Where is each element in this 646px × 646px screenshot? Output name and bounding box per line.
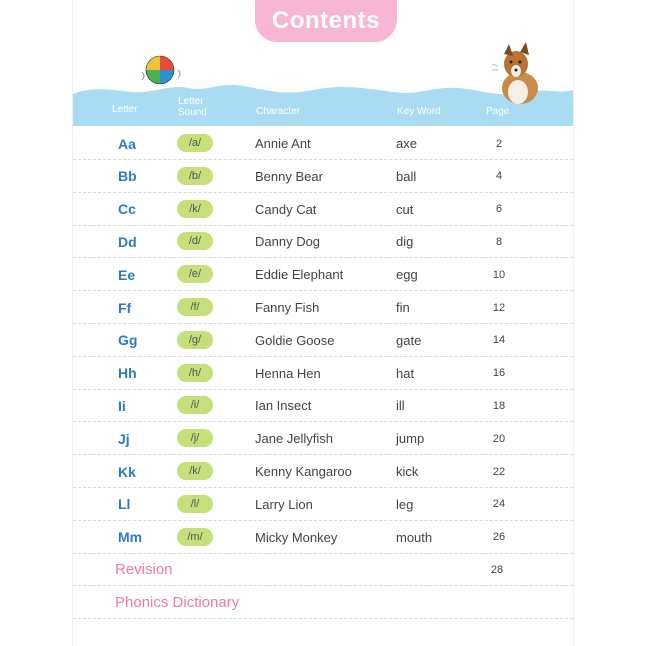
row-page-number: 6: [495, 203, 503, 216]
row-character: Ian Insect: [255, 398, 312, 414]
extra-section-row: [73, 553, 573, 586]
row-letter: Kk: [118, 463, 136, 480]
row-letter: Ff: [118, 299, 132, 316]
row-letter-sound: /h/: [177, 364, 213, 382]
row-key-word: hat: [396, 365, 415, 381]
title-banner: [255, 0, 397, 42]
row-key-word: ill: [396, 398, 405, 414]
row-letter: Jj: [118, 430, 130, 447]
row-letter-sound: /a/: [177, 134, 213, 152]
row-key-word: egg: [396, 267, 418, 283]
extra-section-row: [73, 586, 573, 619]
extra-section-label: Revision: [115, 561, 173, 579]
row-key-word: mouth: [396, 529, 433, 545]
row-key-word: dig: [396, 234, 414, 250]
row-character: Goldie Goose: [255, 332, 335, 348]
table-row: [73, 357, 573, 390]
row-key-word: gate: [396, 332, 422, 348]
table-row: [73, 455, 573, 488]
table-row: [73, 258, 573, 291]
row-key-word: cut: [396, 201, 414, 217]
row-key-word: leg: [396, 496, 414, 512]
table-row: [73, 160, 573, 193]
row-character: Candy Cat: [255, 201, 317, 217]
row-letter: Hh: [118, 365, 137, 382]
row-page-number: 10: [492, 268, 506, 281]
header-letter-sound: Letter Sound: [178, 96, 207, 118]
row-key-word: jump: [396, 431, 425, 447]
row-letter: Ee: [118, 266, 136, 283]
row-page-number: 2: [495, 137, 503, 150]
row-letter: Dd: [118, 233, 137, 250]
table-row: [73, 422, 573, 455]
row-letter: Bb: [118, 168, 137, 185]
table-row: [73, 127, 573, 160]
row-letter: Aa: [118, 135, 136, 152]
row-page-number: 24: [492, 498, 506, 511]
row-character: Danny Dog: [255, 234, 321, 250]
row-letter: Mm: [118, 529, 143, 546]
row-letter: Cc: [118, 201, 136, 218]
row-page-number: 4: [495, 170, 503, 183]
row-key-word: kick: [396, 464, 419, 479]
row-letter-sound: /j/: [177, 429, 213, 447]
row-character: Annie Ant: [255, 136, 311, 151]
row-letter-sound: /k/: [177, 200, 213, 218]
row-character: Kenny Kangaroo: [255, 464, 352, 479]
header-key-word: Key Word: [397, 106, 441, 117]
row-character: Eddie Elephant: [255, 267, 344, 283]
row-letter-sound: /b/: [177, 167, 213, 185]
extra-section-label: Phonics Dictionary: [115, 594, 240, 612]
extra-section-page: 28: [490, 563, 504, 576]
row-character: Micky Monkey: [255, 529, 338, 545]
row-letter-sound: /k/: [177, 462, 213, 480]
header-character: Character: [256, 106, 300, 117]
row-letter: Ll: [118, 496, 131, 513]
row-page-number: 14: [492, 334, 506, 347]
row-letter-sound: /d/: [177, 232, 213, 250]
row-key-word: fin: [396, 300, 410, 315]
row-character: Henna Hen: [255, 365, 321, 381]
row-letter-sound: /f/: [177, 298, 213, 316]
page-title: Contents: [272, 7, 380, 34]
row-page-number: 22: [492, 465, 506, 478]
row-key-word: ball: [396, 168, 417, 184]
row-letter-sound: /m/: [177, 528, 213, 546]
row-letter: Ii: [118, 397, 126, 414]
row-character: Larry Lion: [255, 496, 313, 512]
row-character: Jane Jellyfish: [255, 431, 334, 447]
row-character: Benny Bear: [255, 168, 323, 184]
extra-section-page: [489, 586, 505, 619]
row-letter-sound: /i/: [177, 396, 213, 414]
row-letter-sound: /g/: [177, 331, 213, 349]
row-letter-sound: /l/: [177, 495, 213, 513]
row-page-number: 26: [492, 531, 506, 544]
row-page-number: 18: [492, 399, 506, 412]
row-page-number: 16: [492, 367, 506, 380]
table-row: [73, 389, 573, 422]
row-key-word: axe: [396, 136, 417, 151]
table-row: [73, 521, 573, 554]
row-page-number: 20: [492, 432, 506, 445]
row-letter-sound: /e/: [177, 265, 213, 283]
row-letter: Gg: [118, 332, 138, 349]
row-page-number: 12: [492, 301, 506, 314]
dog-icon: [490, 40, 546, 106]
row-divider: [73, 618, 573, 619]
table-row: [73, 291, 573, 324]
table-row: [73, 324, 573, 357]
table-row: [73, 488, 573, 521]
table-row: [73, 193, 573, 226]
header-letter: Letter: [112, 104, 138, 115]
row-page-number: 8: [495, 235, 503, 248]
header-page: Page: [486, 106, 510, 117]
row-character: Fanny Fish: [255, 300, 320, 315]
table-row: [73, 225, 573, 258]
beach-ball-icon: [140, 54, 184, 88]
